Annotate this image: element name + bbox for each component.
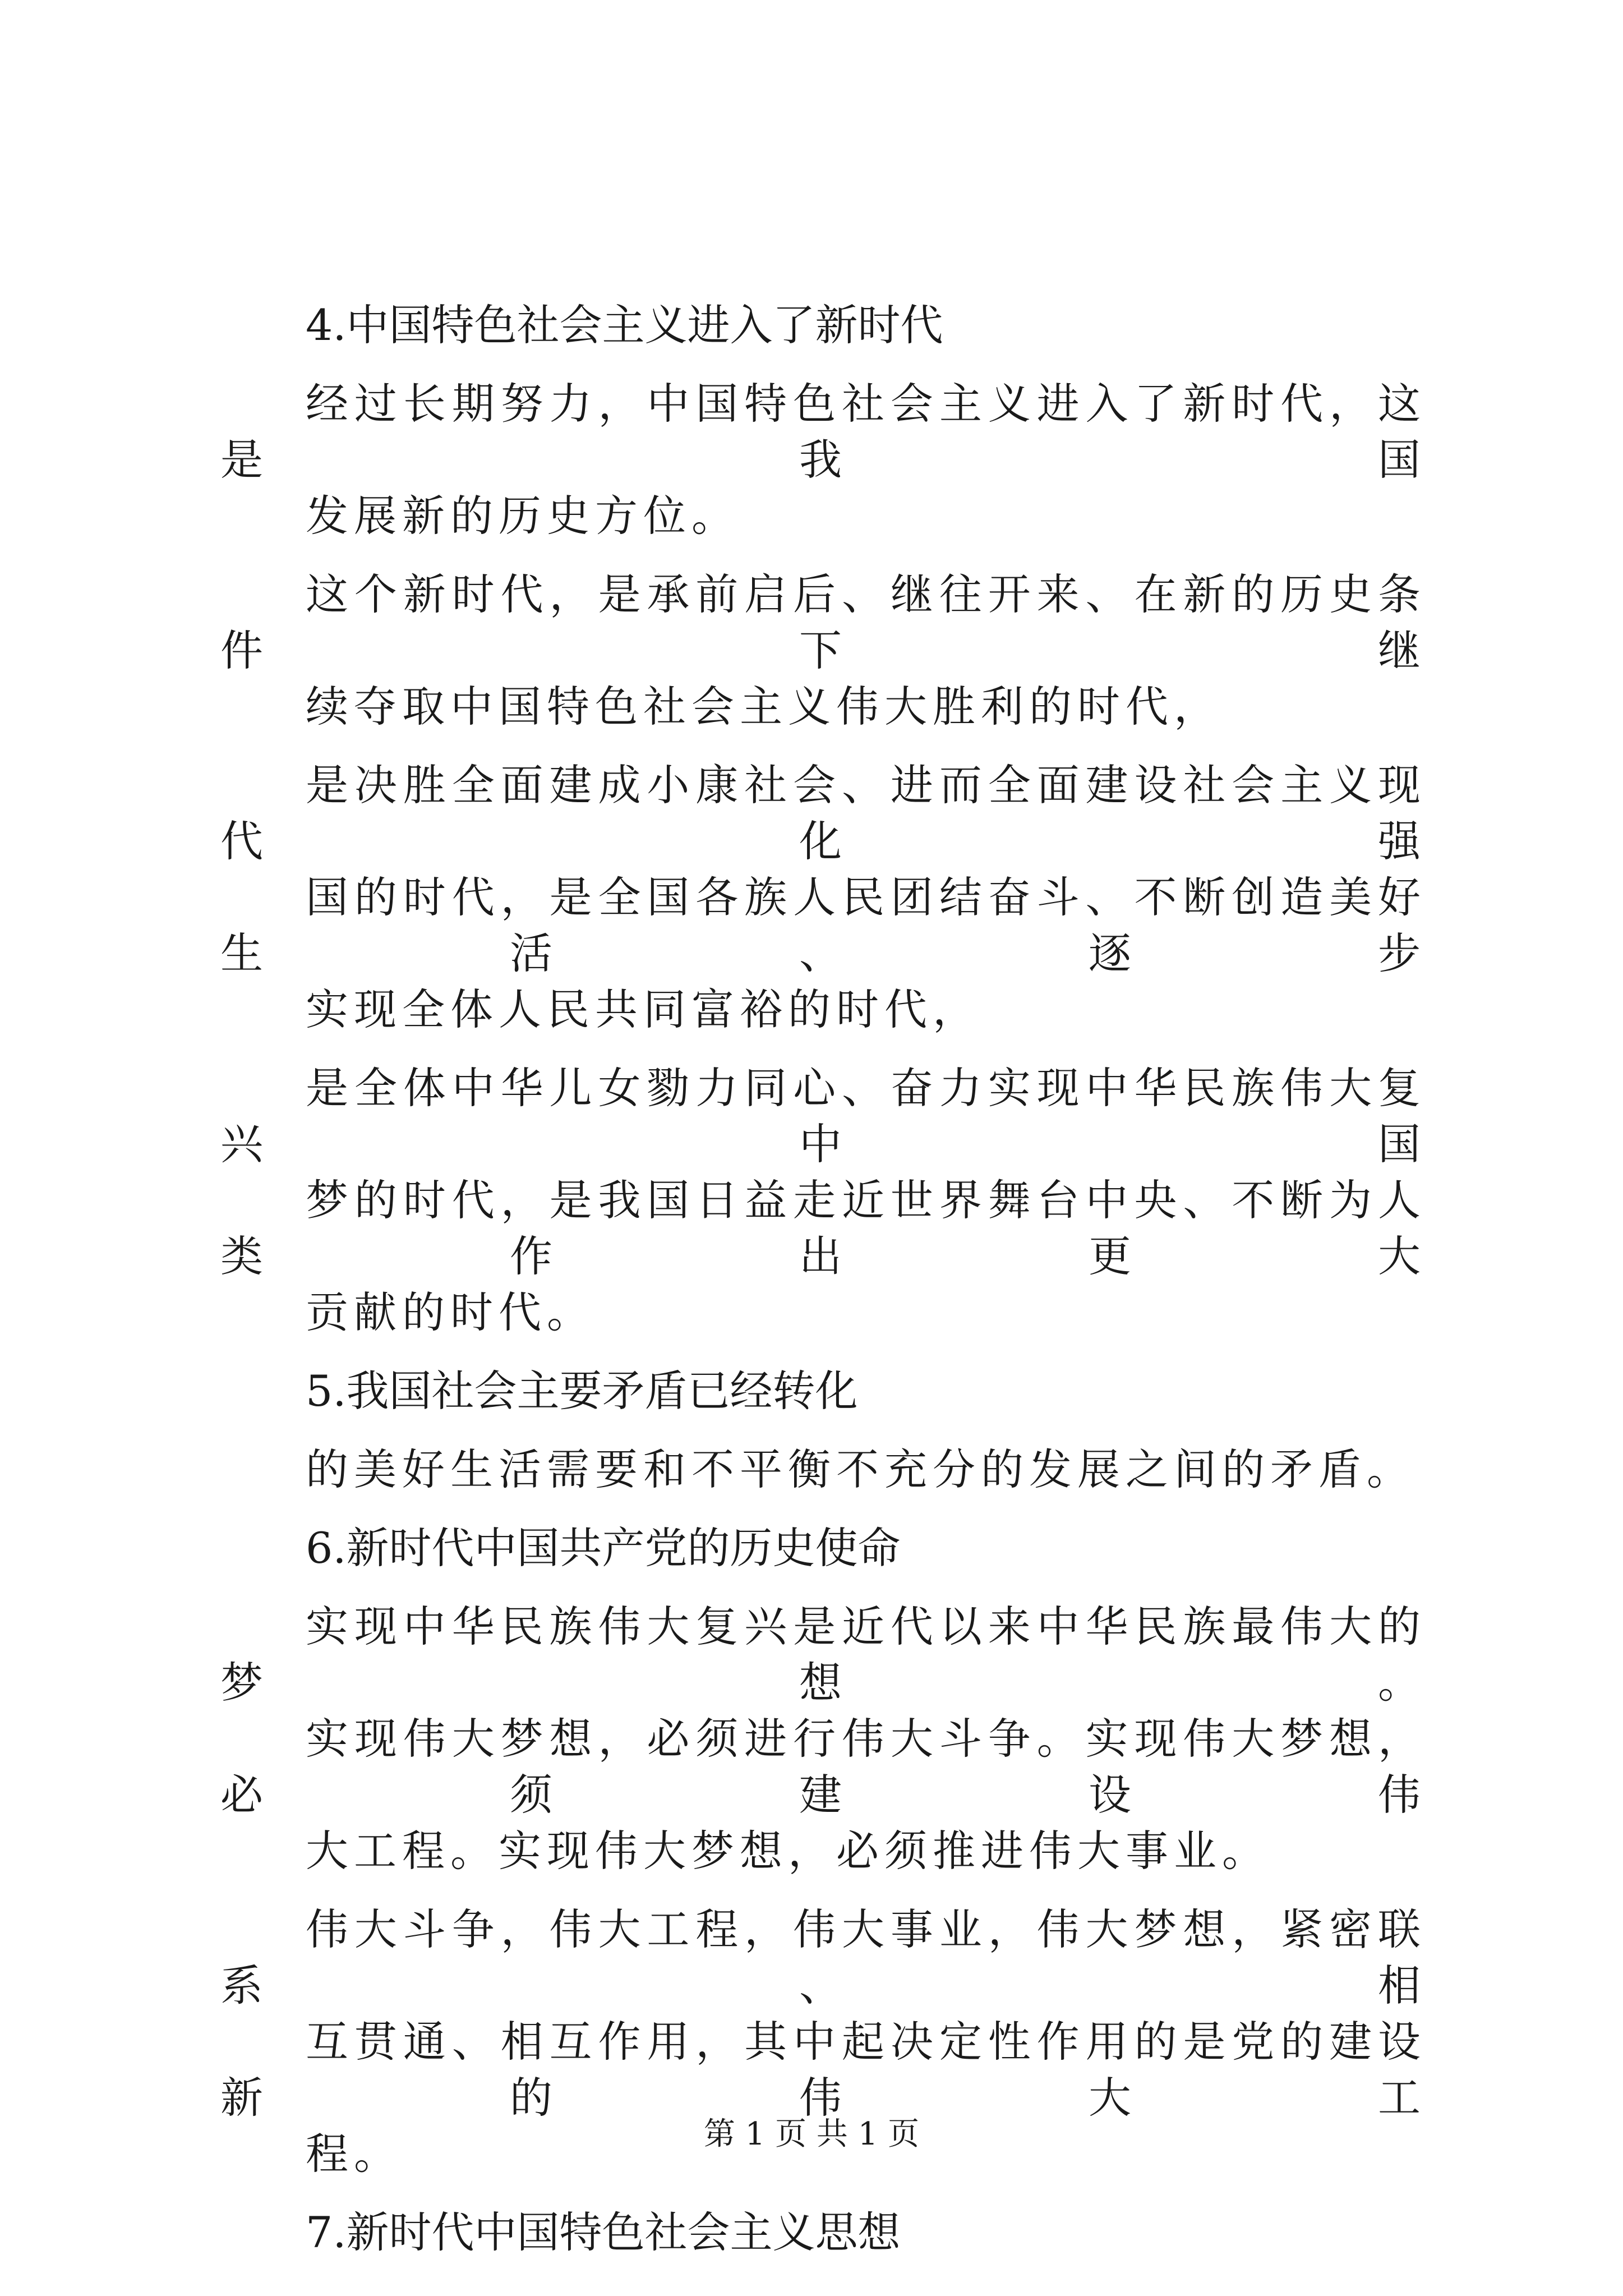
text-line: 7.新时代中国特色社会主义思想 [306, 2207, 901, 2257]
text-line: 的美好生活需要和不平衡不充分的发展之间的矛盾。 [306, 1444, 1415, 1494]
paragraph [220, 1060, 1426, 1341]
text-line: 实现全体人民共同富裕的时代， [306, 984, 981, 1034]
section-heading [220, 2205, 1426, 2261]
text-line: 是决胜全面建成小康社会、进而全面建设社会主义现代化强 [220, 760, 1426, 866]
paragraph [220, 1442, 1426, 1498]
section-heading [220, 1520, 1426, 1576]
text-line: 实现伟大梦想，必须进行伟大斗争。实现伟大梦想，必须建设伟 [220, 1714, 1426, 1820]
text-line: 5.我国社会主要矛盾已经转化 [306, 1366, 858, 1416]
page-footer: 第 1 页 共 1 页 [703, 2116, 920, 2152]
paragraph [220, 567, 1426, 735]
text-line: 6.新时代中国共产党的历史使命 [306, 1523, 901, 1573]
text-line: 互贯通、相互作用，其中起决定性作用的是党的建设新的伟大工 [220, 2017, 1426, 2123]
text-line: 是全体中华儿女勠力同心、奋力实现中华民族伟大复兴中国 [220, 1063, 1426, 1169]
text-line: 贡献的时代。 [306, 1287, 595, 1337]
paragraph [220, 376, 1426, 544]
text-line: 实现中华民族伟大复兴是近代以来中华民族最伟大的梦想。 [220, 1602, 1426, 1708]
paragraph [220, 1599, 1426, 1879]
text-line: 伟大斗争，伟大工程，伟大事业，伟大梦想，紧密联系、相 [220, 1904, 1426, 2010]
section-heading [220, 1363, 1426, 1419]
text-line: 发展新的历史方位。 [306, 491, 740, 541]
text-line: 这个新时代，是承前启后、继往开来、在新的历史条件下继 [220, 569, 1426, 675]
text-line: 续夺取中国特色社会主义伟大胜利的时代， [306, 682, 1222, 731]
document-body [220, 297, 1426, 2283]
section-heading [220, 297, 1426, 353]
text-line: 4.中国特色社会主义进入了新时代 [306, 300, 943, 350]
text-line: 程。 [306, 2129, 402, 2179]
text-line: 国的时代，是全国各族人民团结奋斗、不断创造美好生活、逐步 [220, 872, 1426, 978]
text-line: 梦的时代，是我国日益走近世界舞台中央、不断为人类作出更大 [220, 1175, 1426, 1281]
paragraph [220, 757, 1426, 1038]
text-line: 大工程。实现伟大梦想，必须推进伟大事业。 [306, 1826, 1270, 1876]
text-line: 经过长期努力，中国特色社会主义进入了新时代，这是我国 [220, 379, 1426, 485]
